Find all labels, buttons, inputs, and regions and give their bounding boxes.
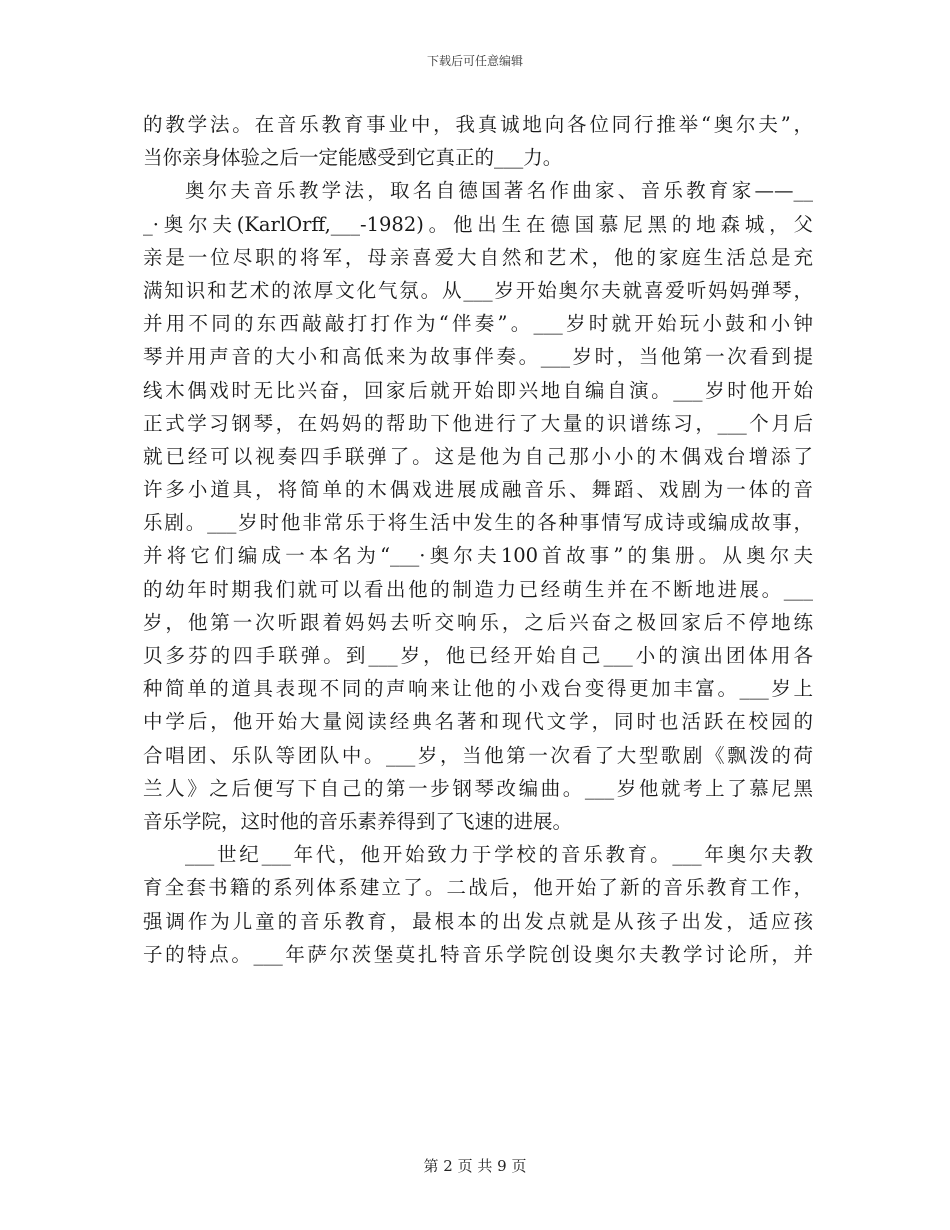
text-line: 就已经可以视奏四手联弹了。这是他为自己那小小的木偶戏台增添了 bbox=[143, 444, 813, 468]
text-line: 贝多芬的四手联弹。到___岁，他已经开始自己___小的演出团体用各 bbox=[143, 644, 813, 667]
text-line: 许多小道具，将简单的木偶戏进展成融音乐、舞蹈、戏剧为一体的音 bbox=[143, 478, 813, 502]
text-line: 音乐学院，这时他的音乐素养得到了飞速的进展。 bbox=[143, 809, 573, 833]
text-line: 兰人》之后便写下自己的第一步钢琴改编曲。___岁他就考上了慕尼黑 bbox=[143, 776, 813, 800]
paragraph-3 bbox=[143, 838, 813, 971]
text-line: 并将它们编成一本名为“___·奥尔夫100首故事”的集册。从奥尔夫 bbox=[143, 544, 813, 568]
text-line: 奥尔夫音乐教学法，取名自德国著名作曲家、音乐教育家——__ bbox=[185, 179, 813, 203]
text-line: 中学后，他开始大量阅读经典名著和现代文学，同时也活跃在校园的 bbox=[143, 710, 813, 734]
text-line: 种简单的道具表现不同的声响来让他的小戏台变得更加丰富。___岁上 bbox=[143, 677, 813, 701]
text-line: ___世纪___年代，他开始致力于学校的音乐教育。___年奥尔夫教 bbox=[185, 843, 813, 867]
page-header: 下载后可任意编辑 bbox=[426, 54, 523, 68]
text-line: 子的特点。___年萨尔茨堡莫扎特音乐学院创设奥尔夫教学讨论所，并 bbox=[143, 942, 813, 966]
text-line: 的幼年时期我们就可以看出他的制造力已经萌生并在不断地进展。___ bbox=[143, 577, 813, 601]
text-line: 当你亲身体验之后一定能感受到它真正的___力。 bbox=[143, 146, 563, 170]
text-line: 琴并用声音的大小和高低来为故事伴奏。___岁时，当他第一次看到提 bbox=[143, 345, 813, 369]
text-line: 强调作为儿童的音乐教育，最根本的出发点就是从孩子出发，适应孩 bbox=[143, 909, 813, 933]
text-line: 育全套书籍的系列体系建立了。二战后，他开始了新的音乐教育工作， bbox=[143, 876, 813, 900]
document-body bbox=[143, 108, 813, 971]
page-footer: 第 2 页 共 9 页 bbox=[423, 1157, 527, 1175]
text-line: 的教学法。在音乐教育事业中，我真诚地向各位同行推举“奥尔夫”， bbox=[143, 113, 813, 136]
text-line: 乐剧。___岁时他非常乐于将生活中发生的各种事情写成诗或编成故事， bbox=[143, 511, 813, 535]
text-line: 亲是一位尽职的将军，母亲喜爱大自然和艺术，他的家庭生活总是充 bbox=[143, 245, 813, 269]
paragraph-2 bbox=[143, 174, 813, 838]
text-line: _·奥尔夫(KarlOrff,___-1982)。他出生在德国慕尼黑的地森城，父 bbox=[143, 212, 813, 236]
text-line: 合唱团、乐队等团队中。___岁，当他第一次看了大型歌剧《飘泼的荷 bbox=[143, 743, 813, 767]
text-line: 正式学习钢琴，在妈妈的帮助下他进行了大量的识谱练习，___个月后 bbox=[143, 411, 813, 435]
text-line: 满知识和艺术的浓厚文化气氛。从___岁开始奥尔夫就喜爱听妈妈弹琴， bbox=[143, 278, 813, 302]
paragraph-1 bbox=[143, 108, 813, 174]
text-line: 线木偶戏时无比兴奋，回家后就开始即兴地自编自演。___岁时他开始 bbox=[143, 378, 813, 402]
text-line: 岁，他第一次听跟着妈妈去听交响乐，之后兴奋之极回家后不停地练 bbox=[143, 610, 813, 634]
text-line: 并用不同的东西敲敲打打作为“伴奏”。___岁时就开始玩小鼓和小钟 bbox=[143, 312, 813, 336]
